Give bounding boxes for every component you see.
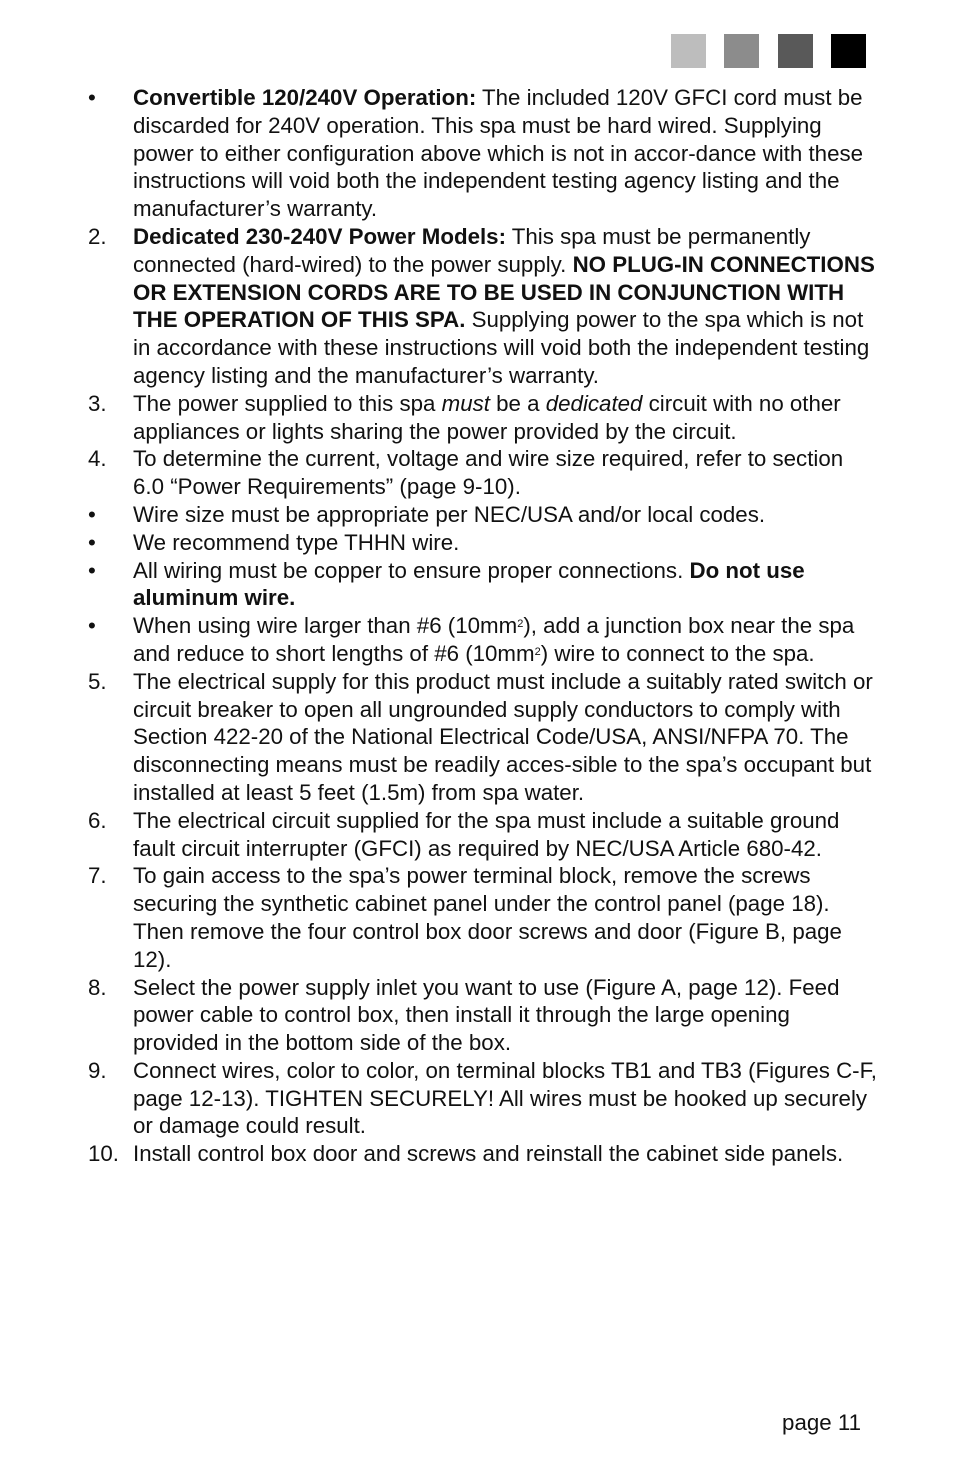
list-item-text <box>133 807 878 863</box>
list-item <box>88 974 878 1057</box>
page-number: page 11 <box>782 1410 861 1435</box>
text-run: Select the power supply inlet you want to use (Figure A, page 12). Feed power cable to control box, then install it through the large opening provided in the bottom side of the box. <box>133 974 840 1056</box>
color-square-1 <box>671 34 706 68</box>
text-italic: must <box>441 390 490 416</box>
list-item-text <box>133 390 878 446</box>
list-item-text <box>133 974 878 1057</box>
list-marker: 2. <box>88 223 107 249</box>
list-marker: 7. <box>88 863 107 889</box>
text-bold: Do not use aluminum wire. <box>133 557 805 611</box>
list-marker: • <box>88 557 96 583</box>
list-item <box>88 557 878 613</box>
list-item-text <box>133 557 878 613</box>
list-item <box>88 807 878 863</box>
text-sup: 2 <box>534 645 541 658</box>
text-run: This spa must be permanently connected (hard-wired) to the power supply. <box>133 223 811 277</box>
text-run: circuit with no other appliances or lights sharing the power provided by the circuit. <box>133 390 841 444</box>
list-marker: 10. <box>88 1141 119 1167</box>
color-square-4 <box>831 34 866 68</box>
text-run: When using wire larger than #6 (10mm <box>133 613 518 639</box>
list-item-text <box>133 1140 878 1168</box>
text-bold: Dedicated 230-240V Power Models: <box>133 223 506 249</box>
list-item-text <box>133 223 878 390</box>
text-run: Connect wires, color to color, on terminal blocks TB1 and TB3 (Figures C-F, page 12-13). TIGHTEN SECURELY! All wires must be hooked up securely or damage could result. <box>133 1057 877 1139</box>
list-marker: • <box>88 501 96 527</box>
list-item-text <box>133 862 878 973</box>
text-run: Supplying power to the spa which is not in accordance with these instructions will void both the independent testing agency listing and the manufacturer’s warranty. <box>133 307 870 388</box>
list-item-text <box>133 1057 878 1140</box>
text-run: The electrical supply for this product must include a suitably rated switch or circuit breaker to open all ungrounded supply conductors to comply with Section 422-20 of the National Electrical Code/USA, ANSI/NFPA 70. The disconnecting means must be readily acces-sible to the spa’s occupant but installed at least 5 feet (1.5m) from spa water. <box>133 668 873 805</box>
list-marker: 5. <box>88 668 107 694</box>
text-run: The power supplied to this spa <box>133 390 442 416</box>
list-item <box>88 612 878 668</box>
instruction-list <box>88 84 878 1168</box>
list-item <box>88 1140 878 1168</box>
text-run: All wiring must be copper to ensure proper connections. <box>133 557 690 583</box>
list-item-text <box>133 668 878 807</box>
list-marker: 8. <box>88 974 107 1000</box>
text-run: To determine the current, voltage and wire size required, refer to section 6.0 “Power Requirements” (page 9-10). <box>133 446 844 500</box>
list-marker: • <box>88 85 96 110</box>
text-run: The included 120V GFCI cord must be discarded for 240V operation. This spa must be hard wired. Supplying power to either configuration above which is not in accor-dance with these instructions will void both the independent testing agency listing and the manufacturer’s warranty. <box>133 85 864 222</box>
text-run: be a <box>489 390 546 416</box>
list-item-text <box>133 445 878 501</box>
text-run: The electrical circuit supplied for the spa must include a suitable ground fault circuit interrupter (GFCI) as required by NEC/USA Article 680-42. <box>133 807 840 861</box>
text-run: Wire size must be appropriate per NEC/USA and/or local codes. <box>133 501 766 527</box>
list-item <box>88 862 878 973</box>
text-run: ) wire to connect to the spa. <box>540 640 815 666</box>
text-bold: NO PLUG-IN CONNECTIONS OR EXTENSION CORDS ARE TO BE USED IN CONJUNCTION WITH THE OPERATION OF THIS SPA. <box>133 251 875 333</box>
list-item <box>88 390 878 446</box>
list-item <box>88 1057 878 1140</box>
list-item-text <box>133 529 878 557</box>
list-item-text <box>133 84 878 223</box>
color-square-3 <box>778 34 813 68</box>
list-item <box>88 501 878 529</box>
list-item <box>88 529 878 557</box>
text-bold: Convertible 120/240V Operation: <box>133 85 477 110</box>
text-run: Install control box door and screws and reinstall the cabinet side panels. <box>133 1141 844 1167</box>
list-item <box>88 84 878 223</box>
list-marker: • <box>88 613 96 639</box>
text-run: To gain access to the spa’s power terminal block, remove the screws securing the synthetic cabinet panel under the control panel (page 18). Then remove the four control box door screws and door (Figure B, page 12). <box>133 863 842 972</box>
list-item-text <box>133 501 878 529</box>
text-sup: 2 <box>517 618 524 631</box>
text-run: We recommend type THHN wire. <box>133 529 460 555</box>
list-item <box>88 445 878 501</box>
list-item-text <box>133 612 878 668</box>
text-italic: dedicated <box>545 390 643 416</box>
list-marker: 4. <box>88 446 107 472</box>
list-marker: 3. <box>88 390 107 416</box>
text-run: ), add a junction box near the spa and reduce to short lengths of #6 (10mm <box>133 613 855 666</box>
list-marker: 6. <box>88 807 107 833</box>
list-marker: • <box>88 529 96 555</box>
color-square-2 <box>724 34 759 68</box>
list-marker: 9. <box>88 1057 107 1083</box>
list-item <box>88 223 878 390</box>
list-item <box>88 668 878 807</box>
